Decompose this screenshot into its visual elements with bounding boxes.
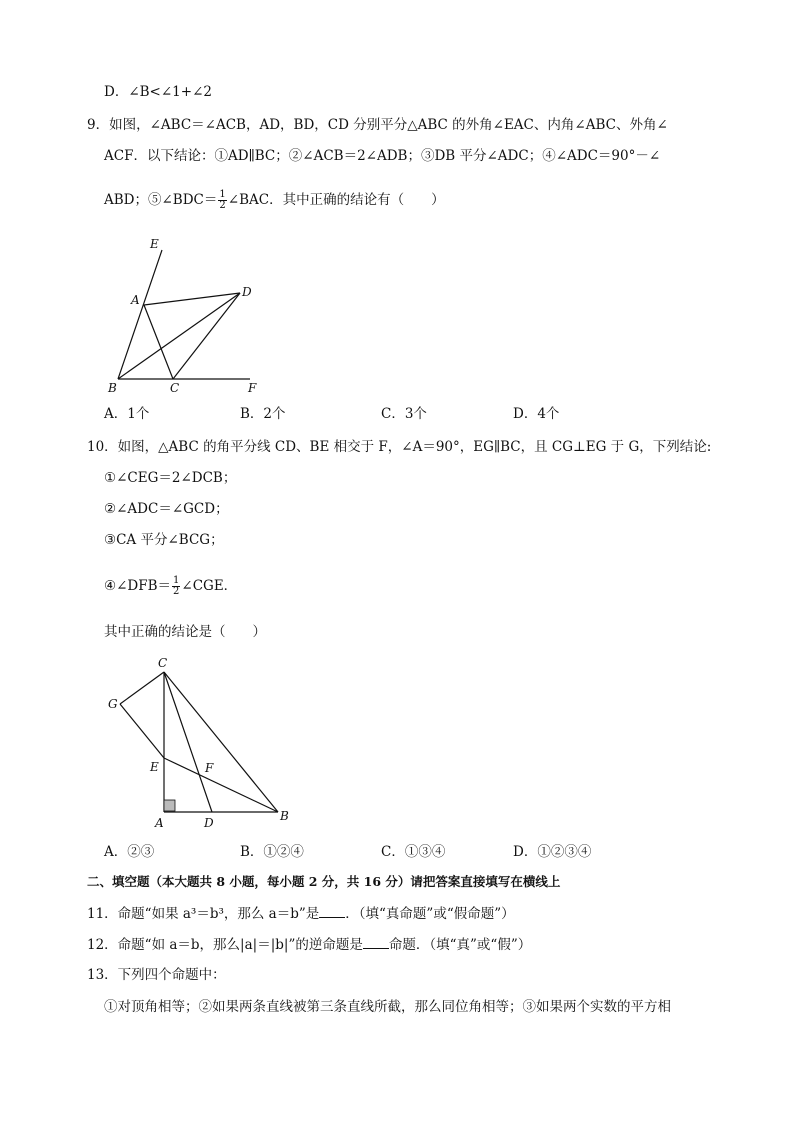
q9-line-BE [118,250,162,379]
q9-option-c[interactable]: C．3个 [381,406,427,422]
q9-stem-line3 [104,190,445,211]
q9-option-b[interactable]: B．2个 [240,406,286,422]
q9-frac-den: 2 [219,200,226,211]
q12-line [87,934,531,955]
q9-label-E: E [150,237,159,251]
q10-label-F: F [205,761,214,775]
q10-line-CG [120,672,164,704]
q10-c4-pre: ④∠DFB＝ [104,578,172,594]
q9-figure [100,232,270,397]
q10-option-b[interactable]: B．①②④ [240,844,304,860]
q9-label-A: A [131,293,140,307]
q10-conclusion-1: ①∠CEG＝2∠DCB； [104,470,237,486]
q10-label-B: B [280,809,289,823]
q10-frac-num: 1 [173,575,180,586]
q11-pre: 11．命题“如果 a³＝b³，那么 a＝b”是 [87,906,320,922]
q10-conclusion-4 [104,576,237,597]
q12-post: 命题．（填“真”或“假”） [388,937,532,953]
q9-line-CD [173,293,240,379]
q10-label-G: G [108,697,118,711]
q10-ask: 其中正确的结论是（ ） [104,624,266,640]
q9-label-F: F [248,381,257,395]
q10-conclusion-2: ②∠ADC＝∠GCD； [104,501,229,517]
q12-blank[interactable] [363,934,389,949]
q9-frac-num: 1 [219,189,226,200]
q10-option-d[interactable]: D．①②③④ [513,844,592,860]
q11-blank[interactable] [319,903,345,918]
q10-option-c[interactable]: C．①③④ [381,844,446,860]
q9-option-a[interactable]: A．1个 [104,406,150,422]
q10-label-C: C [158,656,168,670]
q10-right-angle-mark [164,800,175,811]
q9-label-B: B [108,381,117,395]
q10-label-E: E [150,760,159,774]
q11-line [87,903,515,924]
q11-post: ．（填“真命题”或“假命题”） [345,906,515,922]
q9-line3-post: ∠BAC．其中正确的结论有（ ） [227,192,445,208]
q9-line3-pre: ABD；⑤∠BDC＝ [104,192,218,208]
q10-label-A: A [155,816,164,830]
q8-option-d: D．∠B<∠1+∠2 [104,84,212,100]
q10-conclusion-3: ③CA 平分∠BCG； [104,532,224,548]
q10-line-GE [120,704,164,758]
section2-heading: 二、填空题（本大题共 8 小题，每小题 2 分，共 16 分）请把答案直接填写在横线上 [87,874,561,889]
q13-line2: ①对顶角相等；②如果两条直线被第三条直线所截，那么同位角相等；③如果两个实数的平方相 [104,999,671,1015]
q10-line-EB [164,758,278,812]
q10-figure [100,652,300,832]
q10-label-D: D [204,816,214,830]
q10-frac-den: 2 [173,586,180,597]
q10-option-a[interactable]: A．②③ [104,844,155,860]
q10-line-CD [164,672,212,812]
q9-stem-line2: ACF．以下结论：①AD∥BC；②∠ACB＝2∠ADB；③DB 平分∠ADC；④∠ADC＝90°－∠ [104,148,661,164]
q9-line-AC [144,305,173,379]
q9-label-D: D [242,285,252,299]
q12-pre: 12．命题“如 a＝b，那么|a|＝|b|”的逆命题是 [87,937,363,953]
q10-stem-line1: 10．如图，△ABC 的角平分线 CD、BE 相交于 F，∠A＝90°，EG∥BC，且 CG⊥EG 于 G，下列结论: [87,439,712,455]
q13-line1: 13．下列四个命题中： [87,967,226,983]
q10-line-CB [164,672,278,812]
q9-stem-line1: 9．如图，∠ABC＝∠ACB，AD，BD，CD 分别平分△ABC 的外角∠EAC、内角∠ABC、外角∠ [87,117,668,133]
q9-fraction [218,190,226,211]
q10-c4-post: ∠CGE． [181,578,238,594]
q9-option-d[interactable]: D．4个 [513,406,560,422]
q9-label-C: C [170,381,180,395]
q10-fraction [172,576,180,597]
